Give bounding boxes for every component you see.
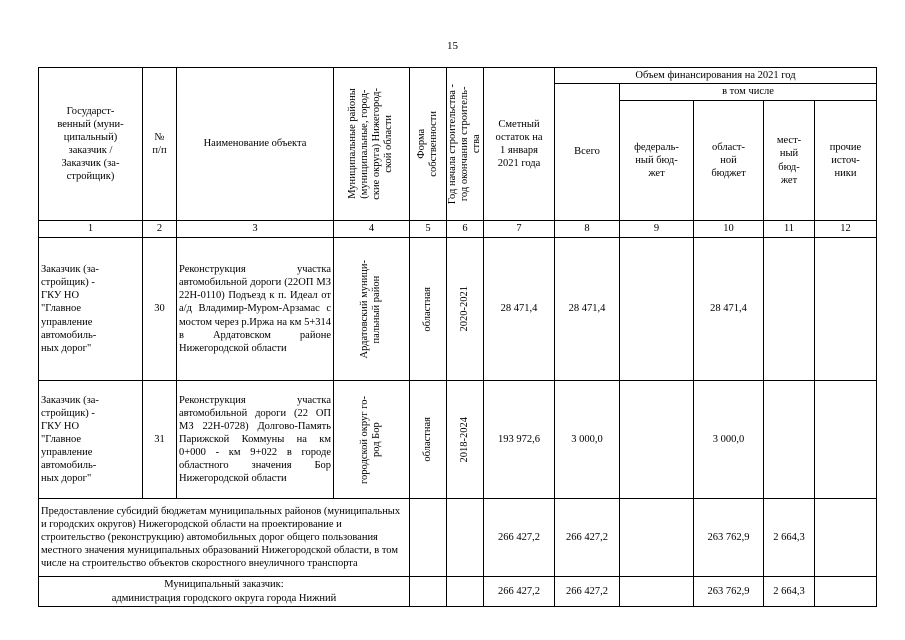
municipal-text: Муниципальный заказчик: администрация городского округа города Нижний — [39, 577, 410, 607]
municipal-balance: 266 427,2 — [484, 577, 555, 607]
column-number: 5 — [410, 221, 447, 238]
header-districts — [334, 68, 410, 221]
municipal-regional: 263 762,9 — [694, 577, 764, 607]
table-row — [39, 238, 877, 381]
column-number: 11 — [764, 221, 815, 238]
row-years-text: 2018-2024 — [458, 416, 470, 463]
municipal-row — [39, 577, 877, 607]
row-regional: 28 471,4 — [694, 238, 764, 381]
column-number: 8 — [555, 221, 620, 238]
row-object: Реконструкция участка автомобильной дороги (22ОП МЗ 22Н-0110) Подъезд к п. Идеал от а/д Владимир-Муром-Арзамас с мостом через р.Иржа на км 5+314 в Ардатовском районе Нижегородской области — [177, 238, 334, 381]
row-ownership — [410, 381, 447, 499]
row-customer: Заказчик (за- стройщик) - ГКУ НО "Главное управление автомобиль- ных дорог" — [39, 381, 143, 499]
header-years — [447, 68, 484, 221]
header-object-name: Наименование объекта — [177, 68, 334, 221]
header-ownership-text: Форма собственности — [415, 111, 439, 177]
row-district-text: Ардатовский муници- пальный район — [359, 259, 383, 359]
row-customer: Заказчик (за- стройщик) - ГКУ НО "Главное управление автомобиль- ных дорог" — [39, 238, 143, 381]
municipal-ownership — [410, 577, 447, 607]
row-federal — [620, 381, 694, 499]
subsidy-other — [815, 499, 877, 577]
row-district — [334, 238, 410, 381]
row-total: 3 000,0 — [555, 381, 620, 499]
municipal-local: 2 664,3 — [764, 577, 815, 607]
column-number: 1 — [39, 221, 143, 238]
header-total: Всего — [555, 84, 620, 221]
subsidy-balance: 266 427,2 — [484, 499, 555, 577]
row-other — [815, 381, 877, 499]
header-years-text: Год начала строительства - год окончания строитель- ства — [446, 83, 483, 205]
municipal-other — [815, 577, 877, 607]
municipal-federal — [620, 577, 694, 607]
row-balance: 193 972,6 — [484, 381, 555, 499]
subsidy-text: Предоставление субсидий бюджетам муниципальных районов (муниципальных и городских округов) Нижегородской области на проектирование и строительство (реконструкцию) автомобильных дорог общего пользования местного значения муниципальных образований Нижегородской области, в том числе на строительство объектов скоростного внеуличного транспорта — [39, 499, 410, 577]
column-numbers-row — [39, 221, 877, 238]
row-balance: 28 471,4 — [484, 238, 555, 381]
row-num: 30 — [143, 238, 177, 381]
header-regional: област- ной бюджет — [694, 101, 764, 221]
column-number: 3 — [177, 221, 334, 238]
header-other: прочие источ- ники — [815, 101, 877, 221]
financing-table — [38, 67, 877, 607]
header-federal: федераль- ный бюд- жет — [620, 101, 694, 221]
row-regional: 3 000,0 — [694, 381, 764, 499]
row-ownership-text: областная — [421, 417, 433, 462]
row-object: Реконструкция участка автомобильной дороги (22 ОП МЗ 22Н-0728) Долгово-Память Парижской Коммуны на км 0+000 - км 9+022 в городе областного значения Бор Нижегородской области — [177, 381, 334, 499]
header-balance: Сметный остаток на 1 января 2021 года — [484, 68, 555, 221]
subsidy-federal — [620, 499, 694, 577]
subsidy-regional: 263 762,9 — [694, 499, 764, 577]
header-local: мест- ный бюд- жет — [764, 101, 815, 221]
subsidy-total: 266 427,2 — [555, 499, 620, 577]
header-including: в том числе — [620, 84, 877, 101]
row-district-text: городской округ го- род Бор — [359, 395, 383, 484]
row-years — [447, 238, 484, 381]
subsidy-local: 2 664,3 — [764, 499, 815, 577]
row-num: 31 — [143, 381, 177, 499]
municipal-years — [447, 577, 484, 607]
header-ownership — [410, 68, 447, 221]
column-number: 4 — [334, 221, 410, 238]
row-ownership-text: областная — [421, 286, 433, 332]
column-number: 6 — [447, 221, 484, 238]
row-local — [764, 381, 815, 499]
row-other — [815, 238, 877, 381]
subsidy-ownership — [410, 499, 447, 577]
header-districts-text: Муниципальные районы (муниципальные, город- ские округа) Нижегород- ской области — [347, 88, 395, 200]
municipal-total: 266 427,2 — [555, 577, 620, 607]
subsidy-years — [447, 499, 484, 577]
column-number: 12 — [815, 221, 877, 238]
column-number: 9 — [620, 221, 694, 238]
header-financing: Объем финансирования на 2021 год — [555, 68, 877, 84]
row-years — [447, 381, 484, 499]
column-number: 10 — [694, 221, 764, 238]
column-number: 2 — [143, 221, 177, 238]
row-total: 28 471,4 — [555, 238, 620, 381]
subsidy-row — [39, 499, 877, 577]
header-num: № п/п — [143, 68, 177, 221]
table-row — [39, 381, 877, 499]
row-years-text: 2020-2021 — [458, 286, 470, 332]
row-ownership — [410, 238, 447, 381]
page-number: 15 — [447, 40, 458, 52]
row-local — [764, 238, 815, 381]
column-number: 7 — [484, 221, 555, 238]
row-federal — [620, 238, 694, 381]
row-district — [334, 381, 410, 499]
header-customer: Государст- венный (муни- ципальный) заказчик / Заказчик (за- стройщик) — [39, 68, 143, 221]
